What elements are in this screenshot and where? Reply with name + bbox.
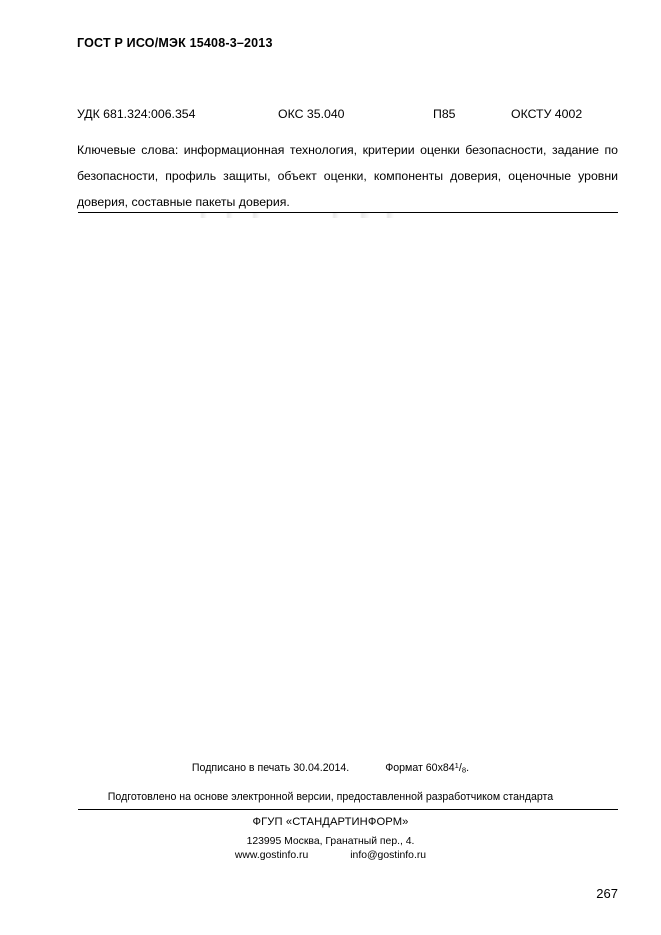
publisher-name: ФГУП «СТАНДАРТИНФОРМ» [252,816,409,828]
paper-format: Формат $60x84^1/_8$. [385,760,470,775]
running-head-standard-number: ГОСТ Р ИСО/МЭК 15408-3–2013 [77,36,273,50]
publisher-email[interactable]: info@gostinfo.ru [350,850,427,861]
group-code: П85 [433,107,456,121]
classification-codes-row [77,107,619,123]
format-numerator: 1 [454,760,459,770]
okstu-code: ОКСТУ 4002 [511,107,583,121]
electronic-version-note: Подготовлено на основе электронной версии, предоставленной разработчиком стандарта [107,791,554,803]
keywords-paragraph [77,137,618,215]
format-suffix: . [466,762,470,774]
oks-code: ОКС 35.040 [278,107,345,121]
format-denominator: 8 [461,765,467,775]
udk-code: УДК 681.324:006.354 [77,107,196,121]
scan-artifact [200,213,480,218]
footer-divider-rule [78,809,618,810]
publisher-contacts [0,850,661,861]
signed-for-print-text: Подписано в печать 30.04.2014. [191,762,350,774]
print-info-line [0,762,661,774]
format-label: Формат 60x84 [385,762,455,774]
keywords-text: Ключевые слова: информационная технология, критерии оценки безопасности, задание по безопасности, профиль защиты, объект оценки, компоненты доверия, оценочные уровни доверия, составные пакеты доверия. [77,143,618,209]
publisher-website[interactable]: www.gostinfo.ru [234,850,309,861]
publisher-address: 123995 Москва, Гранатный пер., 4. [246,836,415,847]
page-number: 267 [596,886,618,901]
